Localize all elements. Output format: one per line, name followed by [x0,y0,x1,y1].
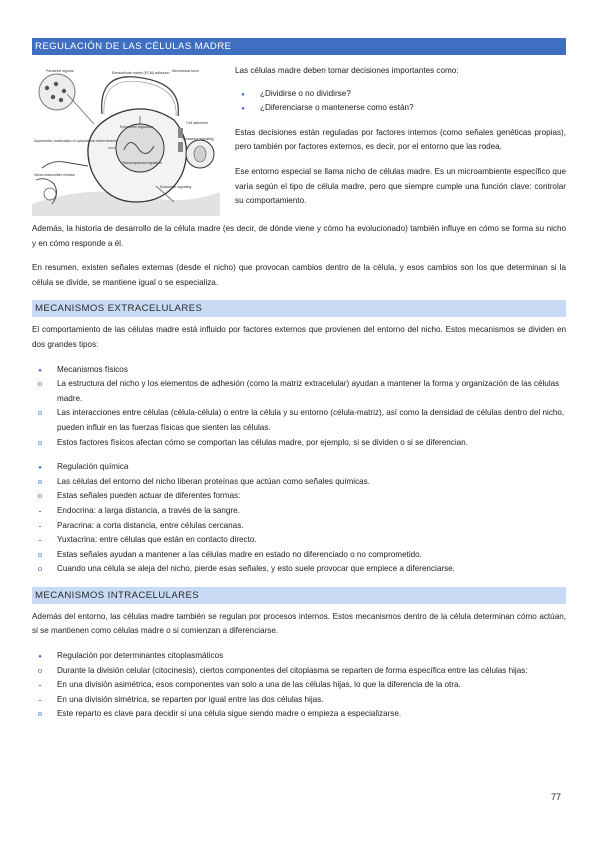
bullet-dot-icon [238,87,248,103]
section-title-extracelulares: MECANISMOS EXTRACELULARES [32,300,566,317]
figure-label-endocrine: Endocrine signaling [160,185,192,189]
bullet-dash-icon [35,693,45,709]
page-number: 77 [550,792,561,802]
intracellular-intro: Además del entorno, las células madre también se regulan por procesos internos. Estos mecanismos dentro de la célula determinan cómo actúan, si se mantienen como células madre o si comienzan a diferenciarse. [32,611,566,636]
bullet-ring-icon [35,475,45,490]
bullet-ring-icon [35,664,45,679]
stem-cell-niche-figure [32,64,220,216]
list-item: o Estos factores físicos afectan cómo se comportan las células madre, por ejemplo, si se dividen o si se diferencian. [32,436,566,451]
figure-label-asym: Asymmetric localization of cytoplasmic determinants [34,139,118,143]
bullet-ring-icon [35,377,45,392]
bullet-ring-icon [35,562,45,577]
intro-question: Las células madre deben tomar decisiones importantes como: [235,66,459,75]
intro-paragraph-1: Estas decisiones están reguladas por factores internos (como señales genéticas propias), pero también por factores externos, es decir, por el entorno que las rodea. [235,127,566,152]
physical-mechanisms-list [32,363,566,451]
section-title-intracelulares: MECANISMOS INTRACELULARES [32,587,566,604]
figure-label-neuro: Neuro-transmitter release [34,173,75,177]
list-item: - Yuxtacrina: entre células que están en contacto directo. [32,533,566,548]
list-item: o Este reparto es clave para decidir si una célula sigue siendo madre o empieza a especializarse. [32,707,566,722]
figure-label-cell-adhesion: Cell adhesion [186,121,208,125]
bullet-dot-icon [35,460,45,476]
body-paragraph-2: En resumen, existen señales externas (desde el nicho) que provocan cambios dentro de la célula, y esos cambios son los que determinan si la célula se divide, se mantiene igual o se especializa. [32,263,566,287]
list-item-heading: ● Regulación química [32,460,566,475]
bullet-dot-icon [238,101,248,117]
figure-label-epigenetic: Epigenetic regulation [120,125,154,129]
list-item: - En una división simétrica, se reparten por igual entre las dos células hijas. [32,693,566,708]
extracellular-intro: El comportamiento de las células madre está influido por factores externos que provienen del entorno del nicho. Estos mecanismos se dividen en dos grandes tipos: [32,325,566,349]
intro-text [235,64,566,216]
list-item: - Paracrina: a corta distancia, entre células cercanas. [32,519,566,534]
bullet-ring-icon [35,707,45,722]
body-paragraph-1: Además, la historia de desarrollo de la célula madre (es decir, de dónde viene y cómo ha evolucionado) también influye en cómo se forma su nicho y en cómo responde a él. [32,224,566,248]
bullet-dash-icon [35,678,45,694]
figure-label-transcriptional: Transcriptional regulation [122,161,163,165]
list-item: o Cuando una célula se aleja del nicho, pierde esas señales, y esto suele provocar que empiece a diferenciarse. [32,562,566,577]
page [32,38,566,722]
section-title-regulacion: REGULACIÓN DE LAS CÉLULAS MADRE [32,38,566,55]
list-item: ● ¿Diferenciarse o mantenerse como están? [235,101,566,116]
list-item: o Estas señales ayudan a mantener a las células madre en estado no diferenciado o no comprometido. [32,548,566,563]
figure-label-mech: Mechanical force [172,69,200,73]
figure-label-paracrine: Paracrine signals [46,69,74,73]
list-item: - En una división asimétrica, esos componentes van solo a una de las células hijas, lo que la diferencia de la otra. [32,678,566,693]
cytoplasmic-determinants-list [32,649,566,722]
intro-paragraph-2: Ese entorno especial se llama nicho de células madre. Es un microambiente específico que varía según el tipo de célula madre, pero que siempre cumple una función clave: controlar su comportamiento. [235,166,566,206]
bullet-dash-icon [35,504,45,520]
bullet-ring-icon [35,489,45,504]
decision-list [235,87,566,116]
figure-label-juxtacrine: Juxtacrine signaling [182,137,214,141]
bullet-dot-icon [35,649,45,665]
list-item: ● ¿Dividirse o no dividirse? [235,87,566,102]
bullet-ring-icon [35,548,45,563]
intro-block [32,64,566,216]
bullet-ring-icon [35,406,45,421]
bullet-dash-icon [35,519,45,535]
list-item: o Las interacciones entre células (célula-célula) o entre la célula y su entorno (célula-matriz), así como la densidad de células dentro del nicho, pueden influir en las fuerzas físicas que sienten las células. [32,406,566,435]
bullet-dash-icon [35,533,45,549]
list-item-heading: ● Regulación por determinantes citoplasmáticos [32,649,566,664]
list-item: o Durante la división celular (citocinesis), ciertos componentes del citoplasma se reparten de forma específica entre las células hijas: [32,664,566,679]
figure-label-ecm: Extracellular matrix (ECM) adhesion [112,71,170,75]
list-item: o Estas señales pueden actuar de diferentes formas: [32,489,566,504]
bullet-ring-icon [35,436,45,451]
list-item: o Las células del entorno del nicho liberan proteínas que actúan como señales químicas. [32,475,566,490]
list-item: o La estructura del nicho y los elementos de adhesión (como la matriz extracelular) ayudan a mantener la forma y organización de las células madre. [32,377,566,406]
bullet-dot-icon [35,363,45,379]
list-item-heading: ● Mecanismos físicos [32,363,566,378]
chemical-regulation-list [32,460,566,577]
list-item: - Endocrina: a larga distancia, a través de la sangre. [32,504,566,519]
